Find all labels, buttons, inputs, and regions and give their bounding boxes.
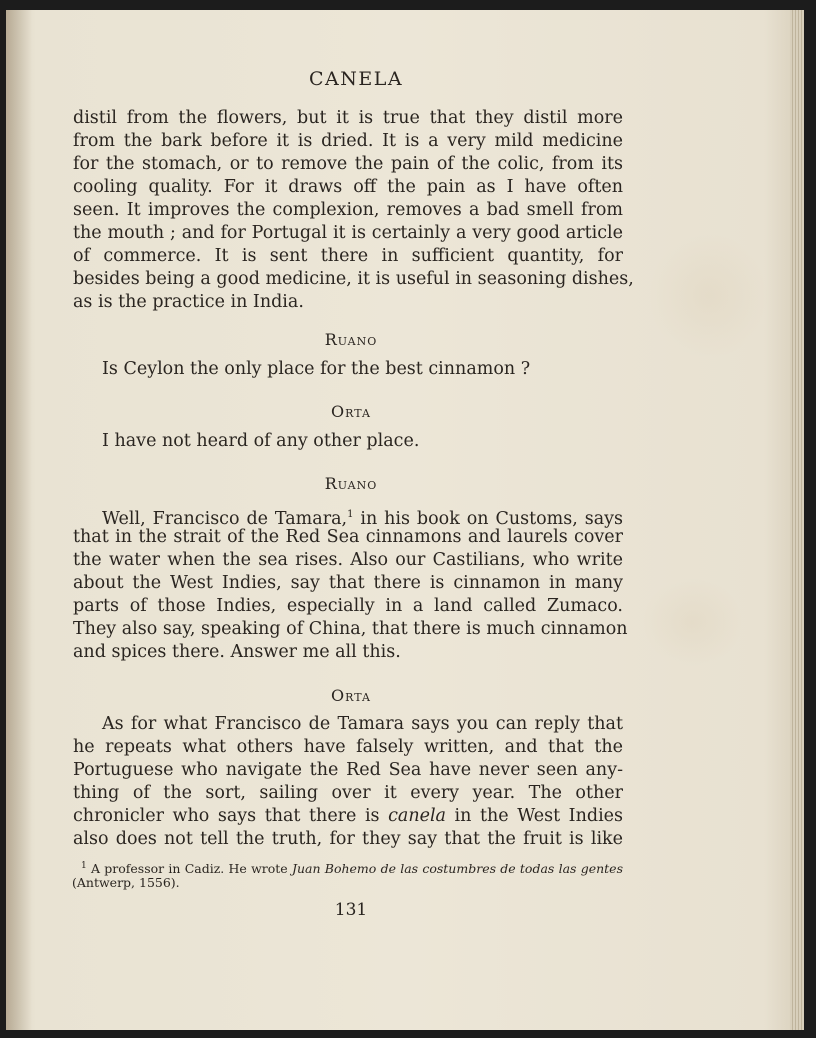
text-line: as is the practice in India. <box>73 292 304 312</box>
page-number: 131 <box>334 900 368 920</box>
text-line: cooling quality. For it draws off the pain as I have often <box>73 177 623 197</box>
page-text <box>6 10 804 1030</box>
text-line: distil from the flowers, but it is true that they distil more <box>73 108 623 128</box>
text-line: the water when the sea rises. Also our Castilians, who write <box>73 550 623 570</box>
text-line: from the bark before it is dried. It is a very mild medicine <box>73 131 623 151</box>
text-line: seen. It improves the complexion, removes a bad smell from <box>73 200 623 220</box>
text-line: of commerce. It is sent there in sufficient quantity, for <box>73 246 623 266</box>
book-page <box>6 10 804 1030</box>
footnote-mark: 1 <box>347 509 354 520</box>
text-line: besides being a good medicine, it is useful in seasoning dishes, <box>73 269 634 289</box>
text-line: As for what Francisco de Tamara says you can reply that <box>102 714 623 734</box>
text-line: for the stomach, or to remove the pain of the colic, from its <box>73 154 623 174</box>
text-line: thing of the sort, sailing over it every year. The other <box>73 783 623 803</box>
text-line: about the West Indies, say that there is cinnamon in many <box>73 573 623 593</box>
line-segment: Well, Francisco de Tamara, <box>102 508 348 529</box>
speaker-name: Orta <box>331 402 371 421</box>
line-segment: in his book on Customs, says <box>353 508 623 529</box>
footnote-title: Juan Bohemo de las costumbres de todas las gentes <box>291 861 623 877</box>
text-line: that in the strait of the Red Sea cinnamons and laurels cover <box>73 527 623 547</box>
text-line: Portuguese who navigate the Red Sea have never seen any- <box>73 760 623 780</box>
text-line: he repeats what others have falsely written, and that the <box>73 737 623 757</box>
speaker-name: Orta <box>331 686 371 705</box>
text-line: and spices there. Answer me all this. <box>73 642 401 662</box>
footnote-text: A professor in Cadiz. He wrote <box>86 861 292 877</box>
footnote-line: (Antwerp, 1556). <box>72 875 180 890</box>
text-line: parts of those Indies, especially in a land called Zumaco. <box>73 596 623 616</box>
text-line: I have not heard of any other place. <box>102 431 420 451</box>
speaker-name: Ruano <box>324 330 378 349</box>
text-line: They also say, speaking of China, that there is much cinnamon <box>73 619 628 639</box>
line-segment: chronicler who says that there is <box>73 806 389 826</box>
line-segment: in the West Indies <box>446 806 623 826</box>
text-line: also does not tell the truth, for they say that the fruit is like <box>73 829 623 849</box>
italic-word: canela <box>388 806 446 826</box>
running-head: CANELA <box>308 68 404 90</box>
text-line <box>73 805 623 828</box>
text-line: Is Ceylon the only place for the best cinnamon ? <box>102 359 531 379</box>
speaker-name: Ruano <box>324 474 378 493</box>
text-line: the mouth ; and for Portugal it is certainly a very good article <box>73 223 623 243</box>
footnote-mark: 1 <box>81 861 87 871</box>
